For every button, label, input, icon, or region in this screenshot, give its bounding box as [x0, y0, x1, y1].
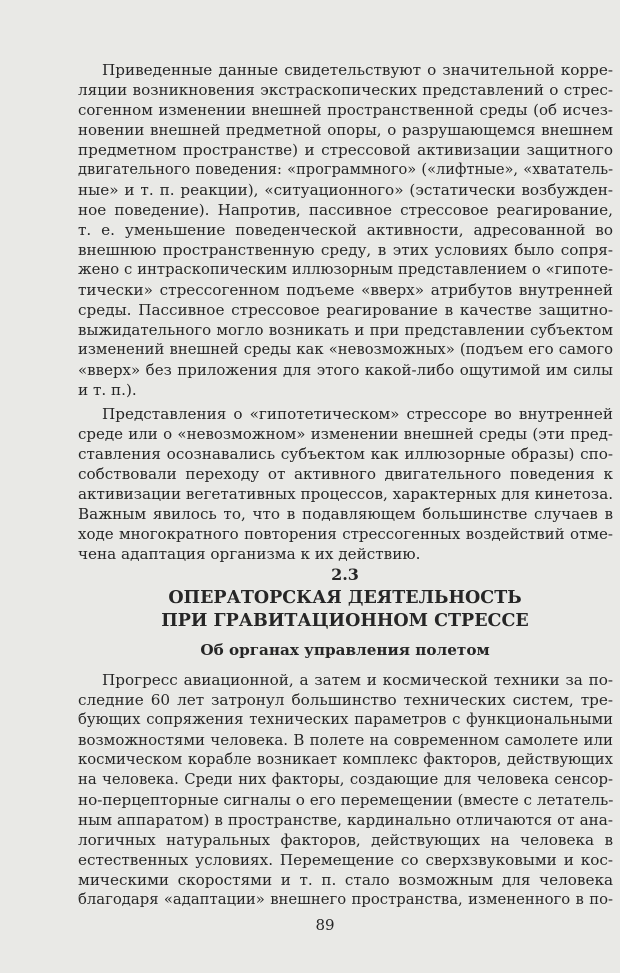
- text-line: новении внешней предметной опоры, о разрушающемся внешнем: [78, 121, 613, 139]
- text-line: ное поведение). Напротив, пассивное стрессовое реагирование,: [78, 201, 613, 219]
- section-number: 2.3: [331, 565, 359, 584]
- text-line: среде или о «невозможном» изменении внешней среды (эти пред-: [78, 425, 613, 443]
- text-line: возможностями человека. В полете на современном самолете или: [78, 731, 613, 749]
- text-line: естественных условиях. Перемещение со сверхзвуковыми и кос-: [78, 851, 613, 869]
- text-line: т. е. уменьшение поведенческой активности, адресованной во: [78, 221, 613, 239]
- text-line: «вверх» без приложения для этого какой-либо ощутимой им силы: [78, 361, 613, 379]
- text-line: чена адаптация организма к их действию.: [78, 545, 421, 563]
- text-line: и т. п.).: [78, 381, 137, 399]
- text-line: ставления осознавались субъектом как иллюзорные образы) спо-: [78, 445, 613, 463]
- text-line: на человека. Среди них факторы, создающие для человека сенсор-: [78, 771, 613, 788]
- text-line: ляции возникновения экстраскопических представлений о стрес-: [78, 81, 613, 99]
- text-line: выжидательного могло возникать и при представлении субъектом: [78, 321, 613, 339]
- text-line: Приведенные данные свидетельствуют о значительной корре-: [102, 61, 613, 79]
- text-line: ным аппаратом) в пространстве, кардинально отличаются от ана-: [78, 811, 613, 829]
- text-line: собствовали переходу от активного двигательного поведения к: [78, 465, 613, 483]
- text-line: активизации вегетативных процессов, характерных для кинетоза.: [78, 485, 613, 503]
- text-line: среды. Пассивное стрессовое реагирование в качестве защитно-: [78, 301, 613, 319]
- text-line: благодаря «адаптации» внешнего пространства, измененного в по-: [78, 891, 613, 908]
- text-line: ные» и т. п. реакции), «ситуационного» (эстатически возбужден-: [78, 181, 613, 199]
- text-line: двигательного поведения: «программного» («лифтные», «хвататель-: [78, 161, 613, 178]
- text-line: Представления о «гипотетическом» стрессоре во внутренней: [102, 405, 613, 423]
- text-line: ходе многократного повторения стрессогенных воздействий отме-: [78, 525, 613, 543]
- subsection-title: Об органах управления полетом: [200, 641, 490, 659]
- text-line: жено с интраскопическим иллюзорным представлением о «гипоте-: [78, 261, 613, 278]
- section-title-line-2: ПРИ ГРАВИТАЦИОННОМ СТРЕССЕ: [161, 611, 529, 631]
- text-line: согенном изменении внешней пространственной среды (об исчез-: [78, 101, 613, 119]
- text-line: изменений внешней среды как «невозможных» (подъем его самого: [78, 341, 613, 358]
- text-line: предметном пространстве) и стрессовой активизации защитного: [78, 141, 613, 159]
- text-line: но-перцепторные сигналы о его перемещении (вместе с летатель-: [78, 791, 613, 809]
- page-number: 89: [315, 916, 335, 934]
- text-line: мическими скоростями и т. п. стало возможным для человека: [78, 871, 613, 889]
- section-title-line-1: ОПЕРАТОРСКАЯ ДЕЯТЕЛЬНОСТЬ: [168, 588, 522, 608]
- text-line: Важным явилось то, что в подавляющем большинстве случаев в: [78, 505, 613, 523]
- text-line: тически» стрессогенном подъеме «вверх» атрибутов внутренней: [78, 281, 613, 299]
- text-line: космическом корабле возникает комплекс факторов, действующих: [78, 751, 613, 768]
- text-line: логичных натуральных факторов, действующих на человека в: [78, 831, 613, 849]
- text-line: внешнюю пространственную среду, в этих условиях было сопря-: [78, 241, 613, 259]
- text-line: Прогресс авиационной, а затем и космической техники за по-: [102, 671, 613, 689]
- text-line: следние 60 лет затронул большинство технических систем, тре-: [78, 691, 613, 709]
- text-line: бующих сопряжения технических параметров с функциональными: [78, 711, 613, 728]
